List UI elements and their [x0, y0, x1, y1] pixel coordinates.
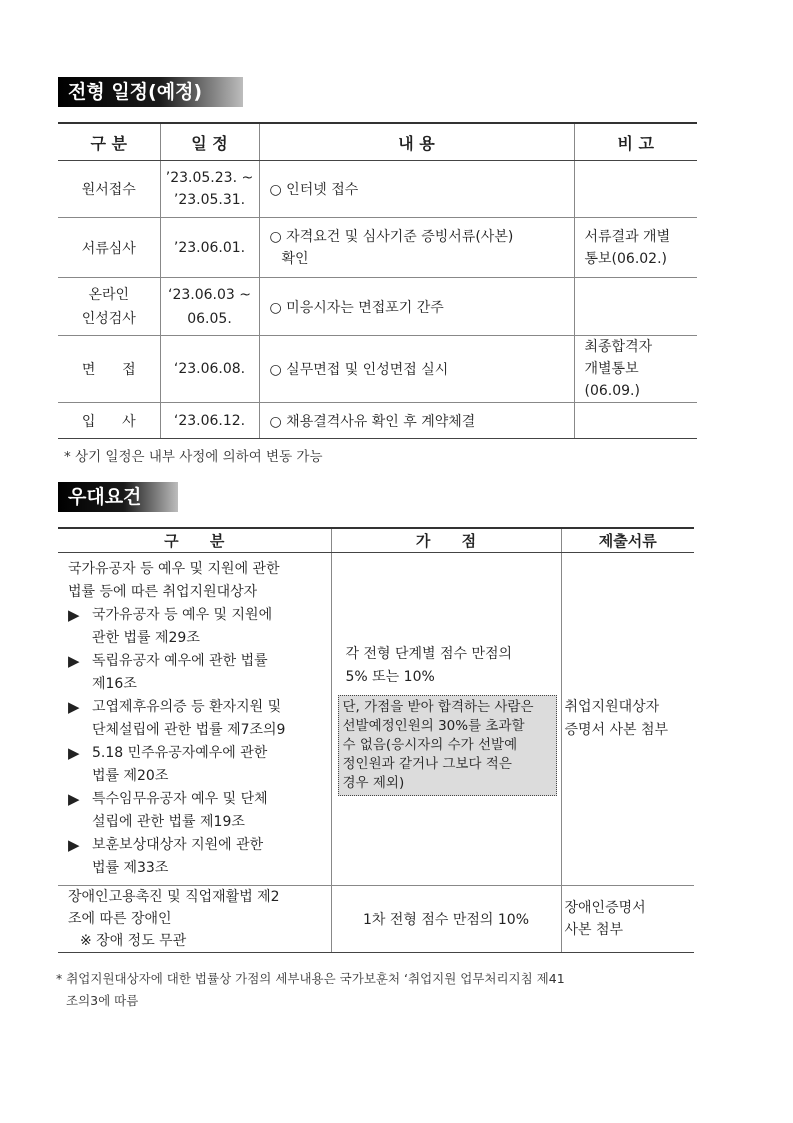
- row-date-line1: ‘23.06.03 ~: [168, 286, 251, 303]
- law-item: [68, 696, 327, 742]
- docs-line2: 증명서 사본 첨부: [564, 722, 669, 738]
- preference-footnote: [56, 968, 565, 1012]
- points-line2: 5% 또는 10%: [345, 668, 435, 685]
- row-date: [160, 161, 259, 218]
- header-documents: 제출서류: [561, 528, 694, 553]
- row-remark: [574, 161, 697, 218]
- preference-header-row: [58, 528, 694, 553]
- limit-note-box: [338, 695, 557, 796]
- disability-points-cell: 1차 전형 점수 만점의 10%: [331, 886, 561, 953]
- row-remark: [574, 278, 697, 336]
- table-row: [58, 403, 697, 439]
- row-date: ‘23.06.08.: [160, 336, 259, 403]
- row-content-line2: 확인: [281, 250, 309, 267]
- row-content: ○ 실무면접 및 인성면접 실시: [259, 336, 574, 403]
- disability-documents-cell: [561, 886, 694, 953]
- law-item-line2: 법률 제33조: [92, 860, 169, 876]
- law-item-line1: 독립유공자 예우에 관한 법률: [92, 653, 268, 669]
- row-category: 서류심사: [58, 218, 160, 278]
- row-date: [160, 278, 259, 336]
- row-remark-line2: 통보(06.02.): [584, 250, 668, 267]
- law-item-line1: 5.18 민주유공자예우에 관한: [92, 745, 268, 761]
- table-row: [58, 161, 697, 218]
- header-content: 내 용: [259, 123, 574, 161]
- law-item: [68, 788, 327, 834]
- bullet-triangle-icon: ▶: [68, 606, 80, 624]
- row-content: ○ 미응시자는 면접포기 간주: [259, 278, 574, 336]
- veteran-documents-cell: [561, 553, 694, 886]
- row-remark: [574, 403, 697, 439]
- row-remark-line1: 서류결과 개별: [584, 228, 671, 245]
- law-item: [68, 604, 327, 650]
- row-category: 원서접수: [58, 161, 160, 218]
- row-date-line1: ’23.05.23. ~: [165, 170, 254, 186]
- table-row: [58, 278, 697, 336]
- law-item-line2: 법률 제20조: [92, 768, 169, 784]
- row-category-line1: 온라인: [88, 286, 130, 303]
- points-line1: 각 전형 단계별 점수 만점의: [345, 645, 513, 662]
- limit-note-line: 단, 가점을 받아 합격하는 사람은: [342, 698, 534, 715]
- limit-note-line: 선발예정인원의 30%를 초과할: [342, 717, 525, 734]
- row-remark-line1: 최종합격자: [584, 339, 653, 355]
- bullet-triangle-icon: ▶: [68, 698, 80, 716]
- row-content-line1: ○ 자격요건 및 심사기준 증빙서류(사본): [269, 228, 514, 245]
- row-category: [58, 278, 160, 336]
- veteran-category-cell: [58, 553, 331, 886]
- header-remark: 비 고: [574, 123, 697, 161]
- header-category: 구 분: [58, 528, 331, 553]
- table-row: [58, 218, 697, 278]
- preference-table: [58, 527, 694, 953]
- row-content: [259, 218, 574, 278]
- law-item-line2: 관한 법률 제29조: [92, 630, 200, 646]
- row-remark-line2: 개별통보(06.09.): [584, 361, 640, 399]
- law-item-line2: 설립에 관한 법률 제19조: [92, 814, 245, 830]
- docs-line1: 장애인증명서: [564, 900, 646, 916]
- row-category: 면 접: [58, 336, 160, 403]
- preference-section-title: 우대요건: [58, 482, 178, 512]
- limit-note-line: 정인원과 같거나 그보다 적은: [342, 755, 512, 772]
- law-item-line1: 특수임무유공자 예우 및 단체: [92, 791, 268, 807]
- row-date-line2: ’23.05.31.: [173, 192, 246, 208]
- bullet-triangle-icon: ▶: [68, 836, 80, 854]
- bullet-triangle-icon: ▶: [68, 790, 80, 808]
- veteran-intro-line1: 국가유공자 등 예우 및 지원에 관한: [68, 561, 280, 577]
- law-item-line2: 제16조: [92, 676, 137, 692]
- disability-category-cell: [58, 886, 331, 953]
- header-category: 구 분: [58, 123, 160, 161]
- table-row: [58, 336, 697, 403]
- row-date: ’23.06.01.: [160, 218, 259, 278]
- row-content: ○ 인터넷 접수: [259, 161, 574, 218]
- disability-line3: ※ 장애 정도 무관: [80, 933, 187, 949]
- docs-line2: 사본 첨부: [564, 922, 624, 938]
- preference-footnote-line1: * 취업지원대상자에 대한 법률상 가점의 세부내용은 국가보훈처 ‘취업지원 업무처리지침 제41: [56, 971, 565, 986]
- schedule-footnote: * 상기 일정은 내부 사정에 의하여 변동 가능: [64, 449, 323, 465]
- table-row: [58, 553, 694, 886]
- bullet-triangle-icon: ▶: [68, 652, 80, 670]
- disability-line2: 조에 따른 장애인: [68, 911, 172, 927]
- law-item-line2: 단체설립에 관한 법률 제7조의9: [92, 722, 286, 738]
- schedule-section-title: 전형 일정(예정): [58, 77, 243, 107]
- law-item: [68, 742, 327, 788]
- law-item-line1: 고엽제후유의증 등 환자지원 및: [92, 699, 282, 715]
- row-category: 입 사: [58, 403, 160, 439]
- veteran-intro-line2: 법률 등에 따른 취업지원대상자: [68, 584, 258, 600]
- header-date: 일 정: [160, 123, 259, 161]
- law-item-line1: 보훈보상대상자 지원에 관한: [92, 837, 264, 853]
- disability-line1: 장애인고용촉진 및 직업재활법 제2: [68, 889, 280, 905]
- table-row: [58, 886, 694, 953]
- bullet-triangle-icon: ▶: [68, 744, 80, 762]
- veteran-points-cell: [331, 553, 561, 886]
- row-remark: [574, 336, 697, 403]
- preference-footnote-line2: 조의3에 따름: [66, 993, 139, 1008]
- limit-note-line: 수 없음(응시자의 수가 선발예: [342, 736, 518, 753]
- row-date-line2: 06.05.: [187, 310, 232, 327]
- law-item-line1: 국가유공자 등 예우 및 지원에: [92, 607, 273, 623]
- limit-note-line: 경우 제외): [342, 774, 405, 791]
- row-remark: [574, 218, 697, 278]
- header-points: 가 점: [331, 528, 561, 553]
- row-date: ‘23.06.12.: [160, 403, 259, 439]
- schedule-table: [58, 122, 697, 439]
- row-category-line2: 인성검사: [81, 310, 136, 327]
- law-item: [68, 834, 327, 880]
- law-item: [68, 650, 327, 696]
- row-content: ○ 채용결격사유 확인 후 계약체결: [259, 403, 574, 439]
- schedule-header-row: [58, 123, 697, 161]
- docs-line1: 취업지원대상자: [564, 699, 660, 715]
